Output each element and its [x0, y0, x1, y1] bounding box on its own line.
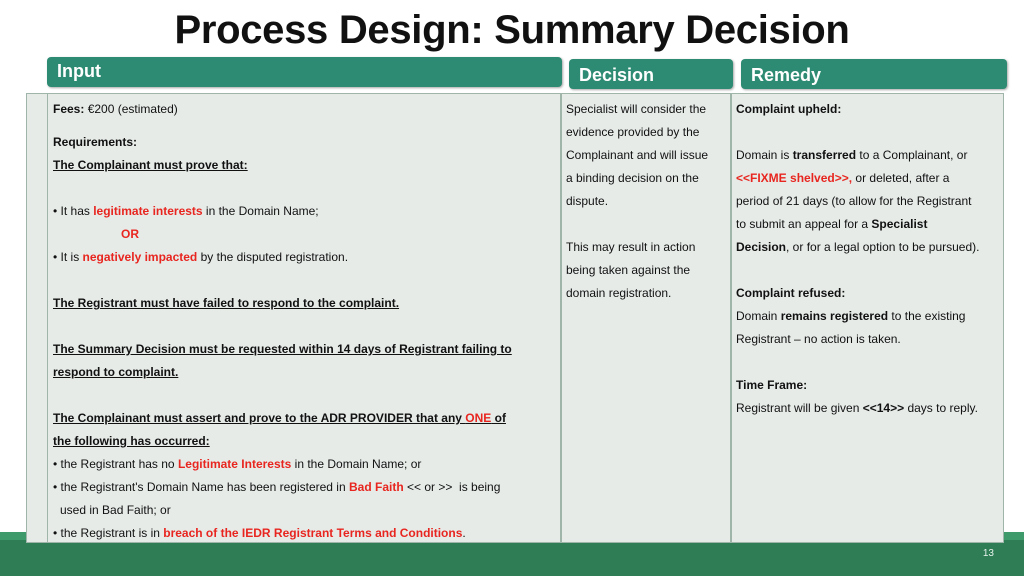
or-label: OR: [121, 227, 139, 241]
list-item: • the Registrant is in breach of the IEDR Registrant Terms and Conditions.: [53, 526, 466, 540]
page-number: 13: [982, 548, 994, 559]
list-item: • It has legitimate interests in the Domain Name;: [53, 204, 319, 218]
complaint-upheld-label: Complaint upheld:: [736, 102, 842, 116]
must-prove-heading: The Complainant must prove that:: [53, 158, 248, 172]
decision-column: Specialist will consider the evidence provided by the Complainant and will issue a binding decision on the dispute. This may result in action being taken against the domain registration.: [566, 102, 709, 300]
remedy-header: Remedy: [741, 59, 1007, 89]
list-item: • the Registrant's Domain Name has been registered in Bad Faith << or >> is being: [53, 480, 501, 494]
page-title: Process Design: Summary Decision: [174, 8, 850, 52]
fees-line: Fees: €200 (estimated): [53, 102, 178, 116]
list-item: • the Registrant has no Legitimate Interests in the Domain Name; or: [53, 457, 422, 471]
complaint-refused-label: Complaint refused:: [736, 286, 846, 300]
time-frame-label: Time Frame:: [736, 378, 808, 392]
requirements-label: Requirements:: [53, 135, 138, 149]
list-item: • It is negatively impacted by the disputed registration.: [53, 250, 349, 264]
input-header: Input: [47, 57, 562, 87]
input-column: Fees: €200 (estimated) Requirements: The Complainant must prove that: • It has legitimate interests in the Domain Name; OR • It is negatively impacted by the disputed registration. The Registrant must have failed to respond to the complaint. The Summary Decision must be requested within 14 days of Registrant failing to respond to complaint. The Complainant must assert and prove to the ADR PROVIDER that any ONE of the following has occurred: • the Registrant has no Legitimate Interests in the Domain Name; or • the Registrant's Domain Name has been registered in Bad Faith << or >> is being used in Bad Faith; or • the Registrant is in breach of the IEDR Registrant Terms and Conditions.: [53, 98, 558, 545]
assert-rule: The Complainant must assert and prove to the ADR PROVIDER that any ONE of: [53, 411, 506, 425]
remedy-column: Complaint upheld: Domain is transferred to a Complainant, or <<FIXME shelved>>, or deleted, after a period of 21 days (to allow for the Registrant to submit an appeal for a Specialist Decision, or for a legal option to be pursued). Complaint refused: Domain remains registered to the existing Registrant – no action is taken. Time Frame: Registrant will be given <<14>> days to reply.: [736, 98, 1001, 420]
decision-header: Decision: [569, 59, 733, 89]
summary-request-rule: The Summary Decision must be requested within 14 days of Registrant failing to: [53, 342, 512, 356]
failed-respond-rule: The Registrant must have failed to respond to the complaint.: [53, 296, 400, 310]
